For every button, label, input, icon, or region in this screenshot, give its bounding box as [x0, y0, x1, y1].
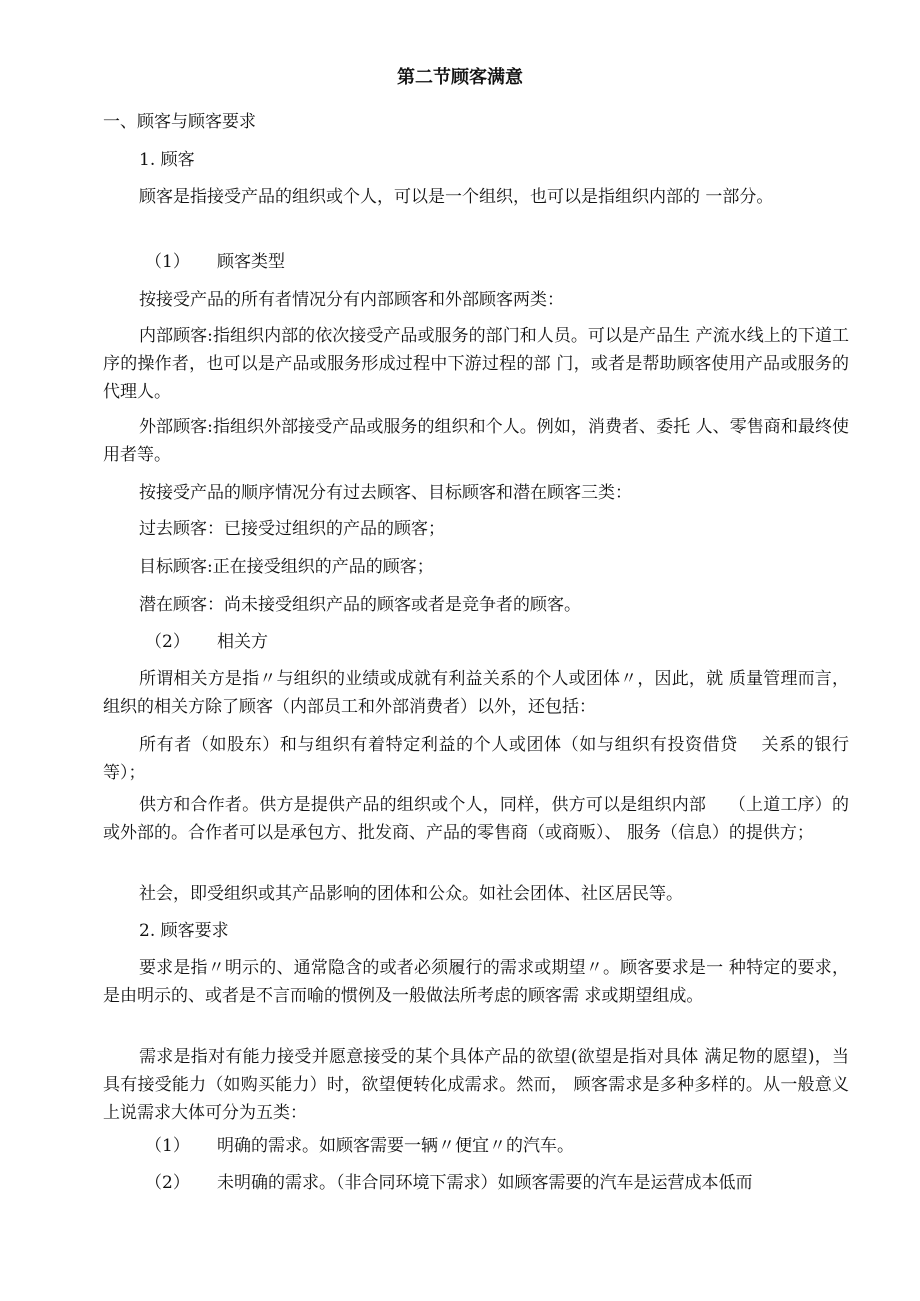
list-item-interested-parties — [145, 628, 849, 656]
paragraph-requirement-definition: 要求是指〃明示的、通常隐含的或者必须履行的需求或期望〃。顾客要求是一 种特定的要求，是由明示的、或者是不言而喻的惯例及一般做法所考虑的顾客需 求或期望组成。 — [103, 958, 849, 1006]
paragraph-potential-customer: 潜在顾客：尚未接受组织产品的顾客或者是竞争者的顾客。 — [139, 595, 581, 615]
subheading-customer-requirements: 2. 顾客要求 — [139, 921, 229, 941]
paragraph-need-definition: 需求是指对有能力接受并愿意接受的某个具体产品的欲望(欲望是指对具体 满足物的愿望)，当具有接受能力（如购买能力）时，欲望便转化成需求。然而， 顾客需求是多种多样的。从一般意义上说需求大体可分为五类： — [103, 1047, 849, 1123]
list-item-explicit-needs — [145, 1132, 849, 1160]
list-item-implicit-needs — [145, 1169, 849, 1197]
list-item-customer-types — [145, 248, 849, 276]
list-item-text: 相关方 — [217, 632, 268, 652]
section-title: 第二节顾客满意 — [397, 67, 523, 88]
paragraph-society: 社会，即受组织或其产品影响的团体和公众。如社会团体、社区居民等。 — [139, 884, 683, 904]
paragraph-external-customer: 外部顾客:指组织外部接受产品或服务的组织和个人。例如，消费者、委托 人、零售商和最终使用者等。 — [103, 417, 849, 465]
paragraph-past-customer: 过去顾客：已接受过组织的产品的顾客； — [139, 519, 445, 539]
paragraph-owners: 所有者（如股东）和与组织有着特定利益的个人或团体（如与组织有投资借贷 关系的银行等）； — [103, 735, 849, 783]
paragraph-internal-customer: 内部顾客:指组织内部的依次接受产品或服务的部门和人员。可以是产品生 产流水线上的下道工序的操作者，也可以是产品或服务形成过程中下游过程的部 门，或者是帮助顾客使用产品或服务的代理人。 — [103, 326, 849, 402]
paragraph-suppliers-partners: 供方和合作者。供方是提供产品的组织或个人，同样，供方可以是组织内部 （上道工序）的或外部的。合作者可以是承包方、批发商、产品的零售商（或商贩）、 服务（信息）的提供方； — [103, 795, 849, 843]
paragraph-owner-classification: 按接受产品的所有者情况分有内部顾客和外部顾客两类： — [139, 290, 564, 310]
list-item-number: （1） — [145, 1136, 190, 1156]
list-item-number: （2） — [145, 632, 190, 652]
list-item-number: （1） — [145, 252, 190, 272]
paragraph-order-classification: 按接受产品的顺序情况分有过去顾客、目标顾客和潜在顾客三类： — [139, 483, 632, 503]
list-item-text: 明确的需求。如顾客需要一辆〃便宜〃的汽车。 — [217, 1136, 574, 1156]
heading-customers-and-requirements: 一、顾客与顾客要求 — [103, 112, 256, 132]
paragraph-customer-definition: 顾客是指接受产品的组织或个人，可以是一个组织，也可以是指组织内部的 一部分。 — [139, 187, 774, 207]
list-item-text: 顾客类型 — [217, 252, 285, 272]
list-item-text: 未明确的需求。（非合同环境下需求）如顾客需要的汽车是运营成本低而 — [217, 1173, 753, 1193]
subheading-customer: 1. 顾客 — [139, 150, 195, 170]
paragraph-target-customer: 目标顾客:正在接受组织的产品的顾客； — [139, 557, 434, 577]
paragraph-interested-party-definition: 所谓相关方是指〃与组织的业绩或成就有利益关系的个人或团体〃，因此，就 质量管理而言，组织的相关方除了顾客（内部员工和外部消费者）以外，还包括： — [103, 669, 849, 717]
list-item-number: （2） — [145, 1173, 190, 1193]
